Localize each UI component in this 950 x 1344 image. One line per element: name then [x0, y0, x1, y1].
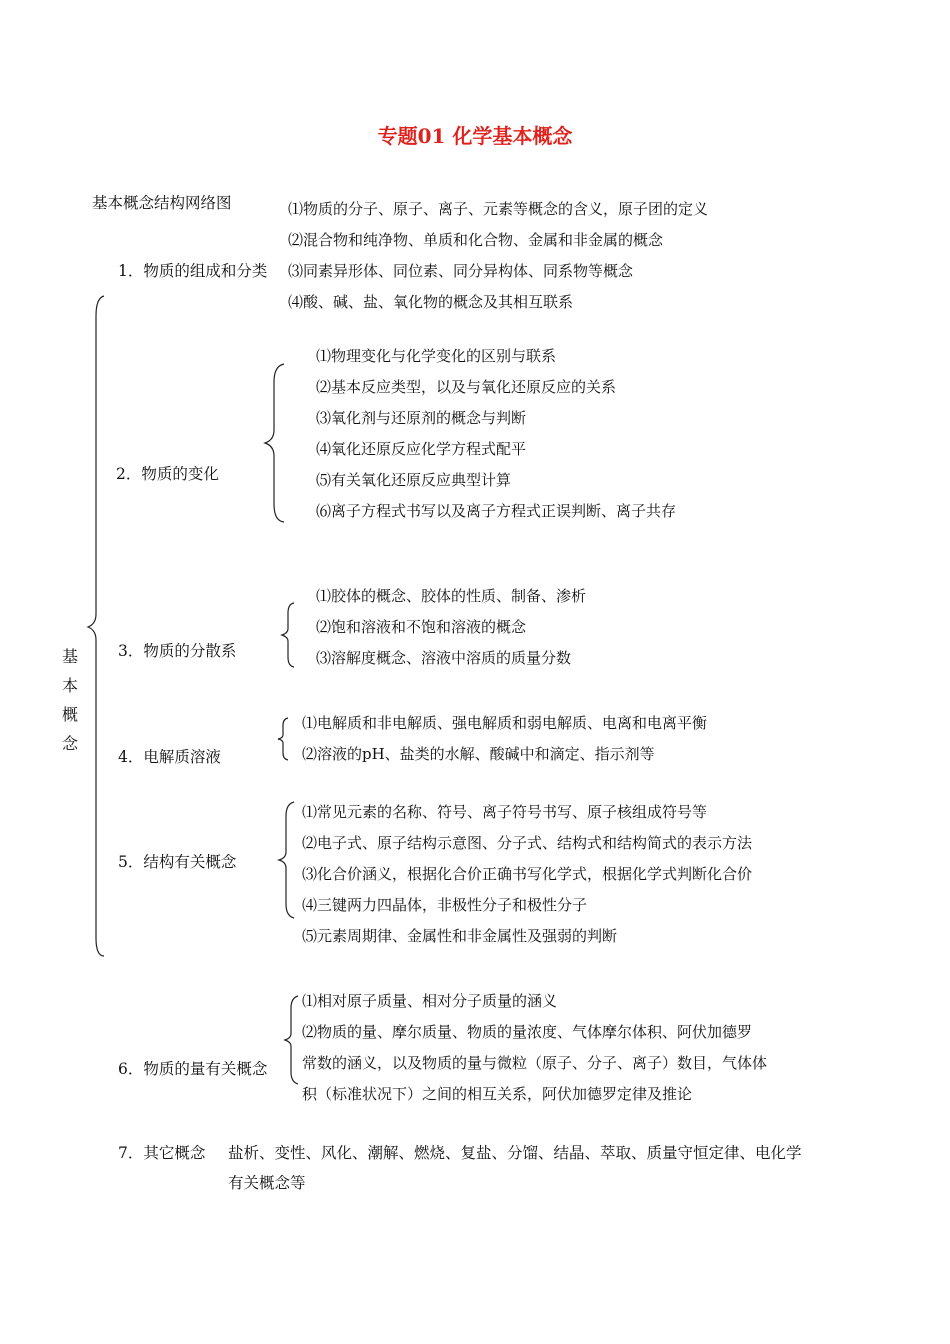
list-item: ⑶同素异形体、同位素、同分异构体、同系物等概念 [288, 262, 634, 280]
section-4-label: 4．电解质溶液 [118, 748, 221, 766]
list-item: ⑶氧化剂与还原剂的概念与判断 [316, 409, 527, 427]
list-item: ⑴物质的分子、原子、离子、元素等概念的含义，原子团的定义 [288, 200, 709, 218]
list-item: 常数的涵义，以及物质的量与微粒（原子、分子、离子）数目，气体体 [302, 1054, 768, 1072]
list-item: 盐析、变性、风化、潮解、燃烧、复盐、分馏、结晶、萃取、质量守恒定律、电化学 [228, 1144, 802, 1162]
list-item: 积（标准状况下）之间的相互关系，阿伏加德罗定律及推论 [302, 1085, 693, 1103]
section-6-items [302, 992, 842, 1103]
section-5-label: 5．结构有关概念 [118, 853, 237, 871]
list-item: ⑴胶体的概念、胶体的性质、制备、渗析 [316, 587, 587, 605]
section-2-brace [262, 364, 286, 524]
section-3-label: 3．物质的分散系 [118, 642, 237, 660]
list-item: ⑴物理变化与化学变化的区别与联系 [316, 347, 557, 365]
main-concept-label [60, 642, 80, 758]
page-title: 专题01 化学基本概念 [377, 124, 573, 148]
section-1-label: 1．物质的组成和分类 [118, 262, 268, 280]
main-brace [86, 296, 106, 958]
list-item: 有关概念等 [228, 1174, 306, 1192]
section-6-label: 6．物质的量有关概念 [118, 1060, 268, 1078]
section-3-brace [280, 603, 296, 667]
list-item: ⑴电解质和非电解质、强电解质和弱电解质、电离和电离平衡 [302, 714, 708, 732]
list-item: ⑵电子式、原子结构示意图、分子式、结构式和结构简式的表示方法 [302, 834, 753, 852]
main-label-char: 念 [61, 734, 78, 753]
list-item: ⑸有关氧化还原反应典型计算 [316, 471, 512, 489]
list-item: ⑵混合物和纯净物、单质和化合物、金属和非金属的概念 [288, 231, 664, 249]
network-label: 基本概念结构网络图 [92, 194, 232, 212]
section-1-items [288, 200, 808, 311]
list-item: ⑵物质的量、摩尔质量、物质的量浓度、气体摩尔体积、阿伏加德罗 [302, 1023, 753, 1041]
list-item: ⑴相对原子质量、相对分子质量的涵义 [302, 992, 558, 1010]
section-4-brace [276, 718, 290, 760]
list-item: ⑷氧化还原反应化学方程式配平 [316, 440, 527, 458]
list-item: ⑹离子方程式书写以及离子方程式正误判断、离子共存 [316, 502, 677, 520]
list-item: ⑴常见元素的名称、符号、离子符号书写、原子核组成符号等 [302, 803, 708, 821]
main-label-char: 概 [61, 705, 78, 724]
list-item: ⑵溶液的pH、盐类的水解、酸碱中和滴定、指示剂等 [302, 745, 655, 763]
list-item: ⑵基本反应类型，以及与氧化还原反应的关系 [316, 378, 617, 396]
main-label-char: 基 [61, 647, 78, 666]
list-item: ⑸元素周期律、金属性和非金属性及强弱的判断 [302, 927, 618, 945]
section-6-brace [282, 996, 300, 1084]
list-item: ⑷三键两力四晶体，非极性分子和极性分子 [302, 896, 588, 914]
section-5-brace [276, 802, 296, 918]
section-5-items [302, 801, 842, 945]
section-2-label: 2．物质的变化 [116, 465, 219, 483]
list-item: ⑶化合价涵义，根据化合价正确书写化学式，根据化学式判断化合价 [302, 865, 753, 883]
section-7-label: 7．其它概念 [118, 1144, 206, 1162]
list-item: ⑵饱和溶液和不饱和溶液的概念 [316, 618, 527, 636]
main-label-char: 本 [61, 676, 78, 695]
list-item: ⑷酸、碱、盐、氧化物的概念及其相互联系 [288, 293, 574, 311]
list-item: ⑶溶解度概念、溶液中溶质的质量分数 [316, 649, 572, 667]
